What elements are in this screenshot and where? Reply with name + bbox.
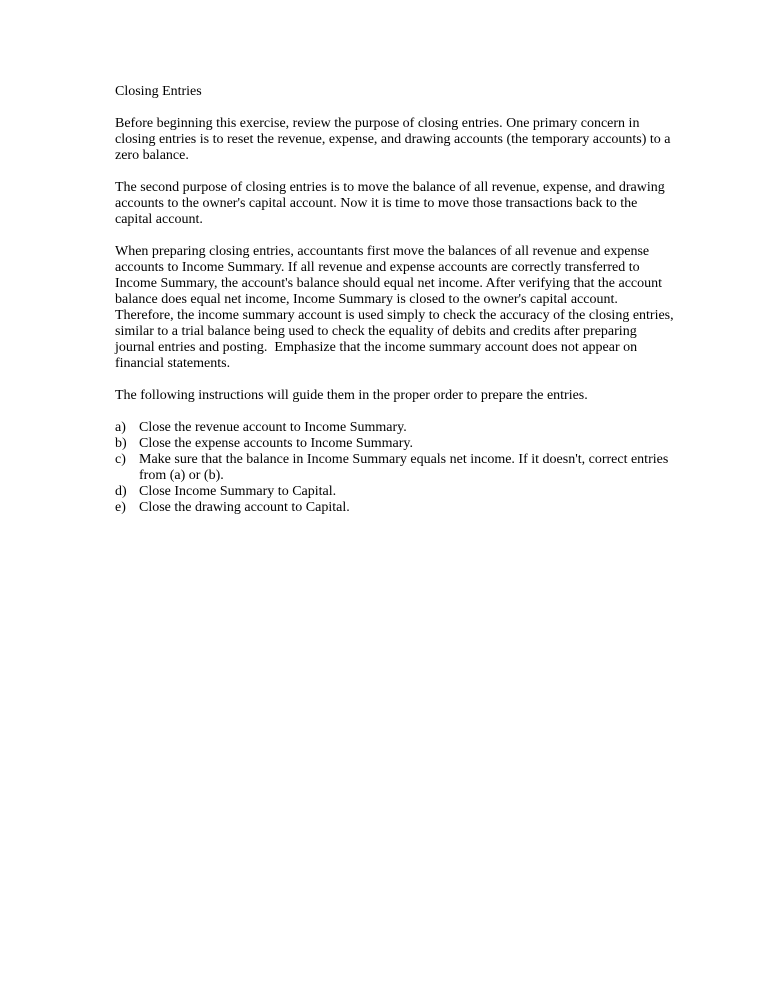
list-marker: a) bbox=[115, 420, 126, 435]
paragraph-instructions-intro: The following instructions will guide them in the proper order to prepare the entries. bbox=[115, 388, 588, 403]
paragraph-second-purpose: The second purpose of closing entries is to move the balance of all revenue, expense, and drawing accounts to the owner's capital account. Now it is time to move those transactions back to the capital account. bbox=[115, 180, 669, 227]
steps-list bbox=[115, 420, 675, 516]
paragraph-income-summary: When preparing closing entries, accountants first move the balances of all revenue and expense accounts to Income Summary. If all revenue and expense accounts are correctly transferred to Income Summary, the account's balance should equal net income. After verifying that the account balance does equal net income, Income Summary is closed to the owner's capital account. Therefore, the income summary account is used simply to check the accuracy of the closing entries, similar to a trial balance being used to check the equality of debits and credits after preparing journal entries and posting. Emphasize that the income summary account does not appear on financial statements. bbox=[115, 244, 678, 371]
list-item-text: Close the drawing account to Capital. bbox=[139, 500, 350, 515]
list-marker: d) bbox=[115, 484, 127, 499]
document-title: Closing Entries bbox=[115, 84, 202, 99]
list-marker: e) bbox=[115, 500, 126, 515]
list-item-text: Close the expense accounts to Income Summary. bbox=[139, 436, 413, 451]
list-item-text: Close the revenue account to Income Summary. bbox=[139, 420, 407, 435]
list-item bbox=[115, 500, 675, 516]
paragraph-purpose: Before beginning this exercise, review the purpose of closing entries. One primary concern in closing entries is to reset the revenue, expense, and drawing accounts (the temporary accounts) to a zero balance. bbox=[115, 116, 675, 163]
list-marker: b) bbox=[115, 436, 127, 451]
list-item-text: Make sure that the balance in Income Summary equals net income. If it doesn't, correct entries from (a) or (b). bbox=[139, 452, 669, 483]
list-marker: c) bbox=[115, 452, 126, 467]
list-item bbox=[115, 484, 675, 500]
list-item bbox=[115, 436, 675, 452]
list-item bbox=[115, 452, 675, 484]
list-item-text: Close Income Summary to Capital. bbox=[139, 484, 337, 499]
document-body bbox=[115, 84, 678, 516]
list-item bbox=[115, 420, 675, 436]
